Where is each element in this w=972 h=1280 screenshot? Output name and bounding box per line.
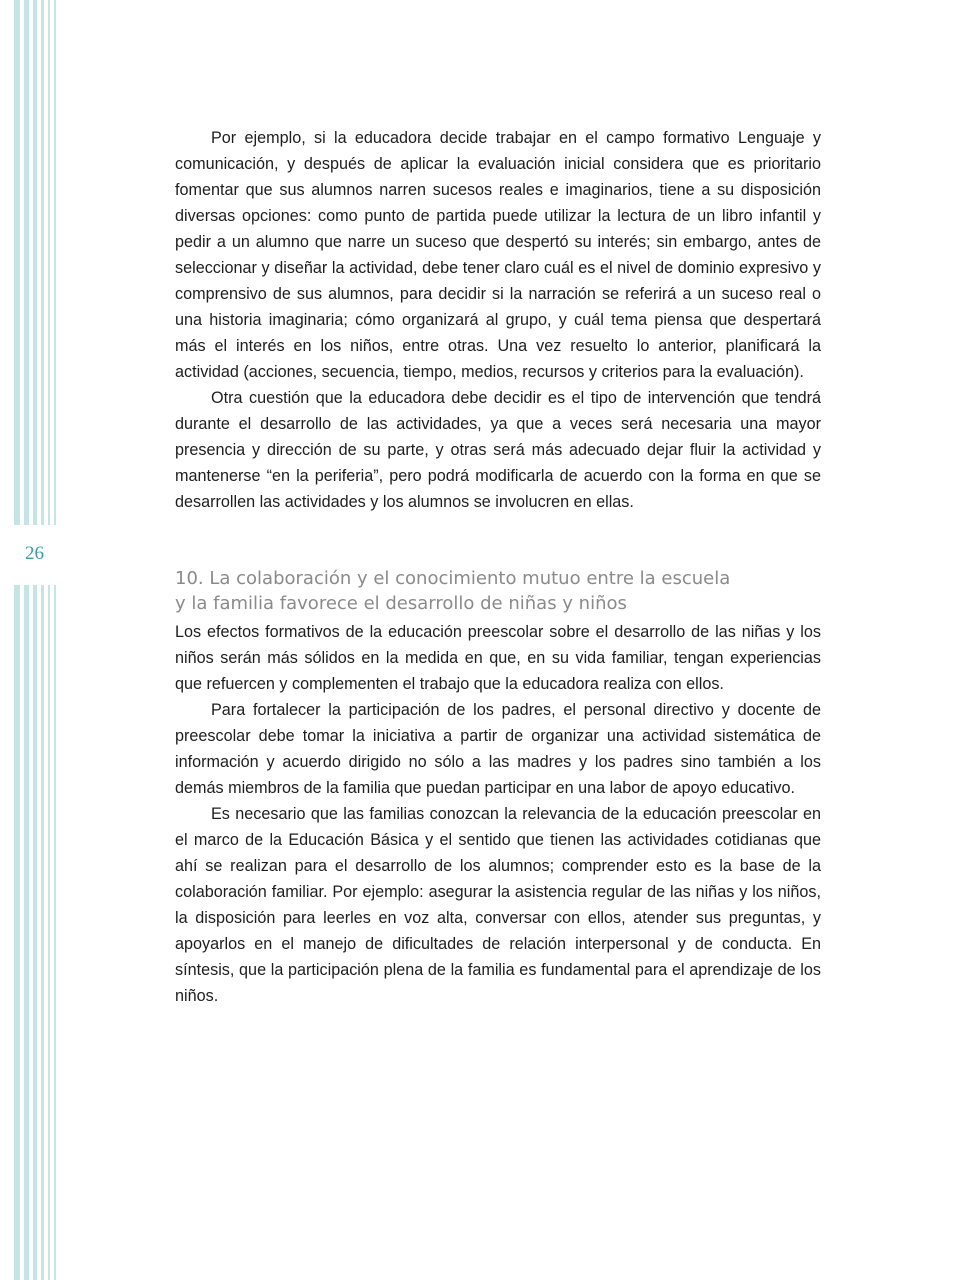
body-paragraph: Otra cuestión que la educadora debe decidir es el tipo de intervención que tendrá durante el desarrollo de las actividades, ya que a veces será necesaria una mayor presencia y dirección de su parte, y otras será más adecuado dejar fluir la actividad y mantenerse “en la periferia”, pero podrá modificarla de acuerdo con la forma en que se desarrollen las actividades y los alumnos se involucren en ellas. <box>175 389 821 511</box>
section-paragraph: Para fortalecer la participación de los padres, el personal directivo y docente de preescolar debe tomar la iniciativa a partir de organizar una actividad sistemática de información y acuerdo dirigido no sólo a las madres y los padres sino también a los demás miembros de la familia que puedan participar en una labor de apoyo educativo. <box>175 701 821 797</box>
section-heading-line: 10. La colaboración y el conocimiento mutuo entre la escuela <box>175 568 731 589</box>
section-paragraph: Los efectos formativos de la educación preescolar sobre el desarrollo de las niñas y los niños serán más sólidos en la medida en que, en su vida familiar, tengan experiencias que refuercen y complementen el trabajo que la educadora realiza con ellos. <box>175 623 821 693</box>
section-heading <box>175 566 821 616</box>
page-body <box>175 125 821 1009</box>
section-heading-line: y la familia favorece el desarrollo de niñas y niños <box>175 593 627 614</box>
body-paragraph: Por ejemplo, si la educadora decide trabajar en el campo formativo Lenguaje y comunicación, y después de aplicar la evaluación inicial considera que es prioritario fomentar que sus alumnos narren sucesos reales e imaginarios, tiene a su disposición diversas opciones: como punto de partida puede utilizar la lectura de un libro infantil y pedir a un alumno que narre un suceso que despertó su interés; sin embargo, antes de seleccionar y diseñar la actividad, debe tener claro cuál es el nivel de dominio expresivo y comprensivo de sus alumnos, para decidir si la narración se referirá a un suceso real o una historia imaginaria; cómo organizará al grupo, y cuál tema piensa que despertará más el interés en los niños, entre otras. Una vez resuelto lo anterior, planificará la actividad (acciones, secuencia, tiempo, medios, recursos y criterios para la evaluación). <box>175 129 821 381</box>
page-number: 26 <box>25 543 44 564</box>
section-paragraph: Es necesario que las familias conozcan la relevancia de la educación preescolar en el marco de la Educación Básica y el sentido que tienen las actividades cotidianas que ahí se realizan para el desarrollo de los alumnos; comprender esto es la base de la colaboración familiar. Por ejemplo: asegurar la asistencia regular de las niñas y los niños, la disposición para leerles en voz alta, conversar con ellos, atender sus preguntas, y apoyarlos en el manejo de dificultades de relación interpersonal y de conducta. En síntesis, que la participación plena de la familia es fundamental para el aprendizaje de los niños. <box>175 805 821 1005</box>
decorative-stripes-top <box>0 0 60 525</box>
decorative-stripes-bottom <box>0 585 60 1280</box>
